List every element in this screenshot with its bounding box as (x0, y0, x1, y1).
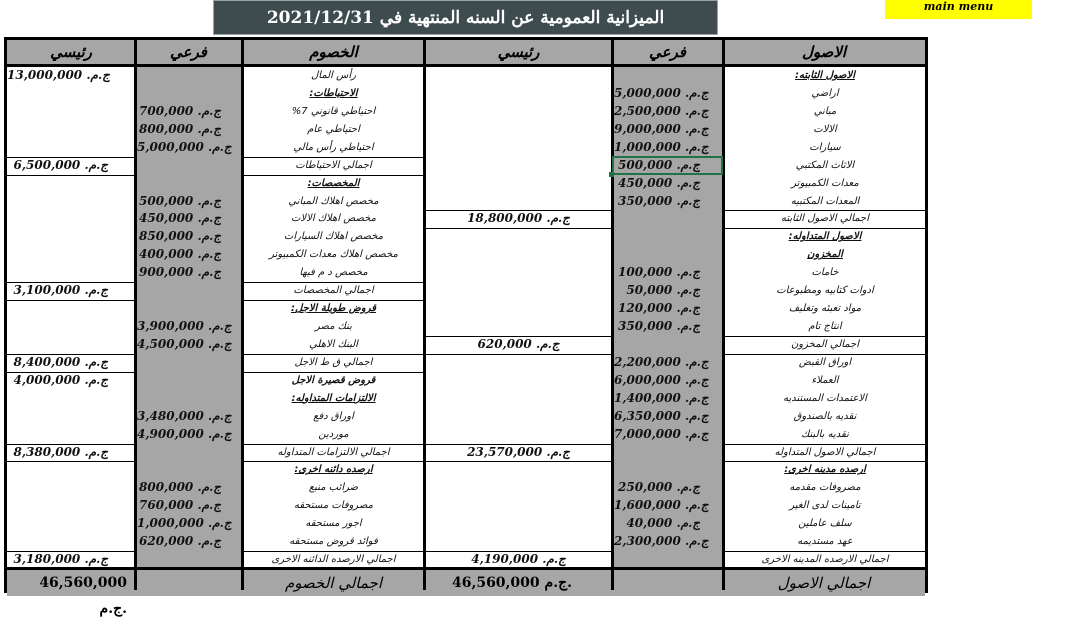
grand-total-number: 46,560,000 ج.م. (39, 575, 127, 617)
assets-sub-amount[interactable]: 1,400,000 .ج.م (614, 390, 709, 405)
row-divider (426, 461, 611, 462)
row-divider (7, 444, 134, 445)
assets-row-label[interactable]: خامات (811, 267, 839, 279)
column-divider (134, 40, 137, 590)
assets-sub-amount[interactable]: 500,000 .ج.م (618, 157, 700, 172)
liabilities-sub-header (135, 40, 242, 67)
assets-row-label[interactable]: الاصول المتداوله: (788, 231, 862, 243)
assets-label-header (723, 40, 925, 67)
assets-row-label[interactable]: اجمالي الاصول الثابته (781, 213, 869, 225)
assets-row-label[interactable]: الالات (813, 123, 837, 135)
assets-sub-amount[interactable]: 7,000,000 .ج.م (614, 426, 709, 441)
liabilities-label-header (242, 40, 425, 67)
liabilities-row-label[interactable]: قروض طويلة الاجل: (291, 303, 376, 315)
row-divider (725, 210, 925, 211)
liabilities-row-label[interactable]: قروض قصيرة الاجل (291, 374, 376, 386)
assets-sub-amount[interactable]: 2,200,000 .ج.م (614, 354, 709, 369)
assets-row-label[interactable]: معدات الكمبيوتر (791, 177, 859, 189)
assets-row-label[interactable]: مواد تعبئه وتغليف (788, 303, 862, 315)
row-divider (7, 282, 134, 283)
header-label: الخصوم (309, 43, 358, 61)
column-divider (423, 40, 426, 590)
column-divider (611, 40, 614, 590)
liabilities-main-header (7, 40, 135, 67)
liabilities-row-label[interactable]: اجور مستحقه (305, 518, 362, 530)
assets-sub-amount[interactable]: 6,000,000 .ج.م (614, 372, 709, 387)
assets-row-label[interactable]: اجمالي الاصول المتداوله (774, 446, 876, 458)
liabilities-row-label[interactable]: ضرائب منبع (308, 482, 359, 494)
liabilities-row-label[interactable]: فوائد قروض مستحقه (289, 536, 378, 548)
fill-handle[interactable] (609, 172, 614, 177)
assets-row-label[interactable]: عهد مستديمه (797, 536, 853, 548)
row-divider (426, 551, 611, 552)
liabilities-row-label[interactable]: الاحتياطات: (309, 87, 358, 99)
liabilities-row-label[interactable]: موردين (318, 428, 349, 440)
liabilities-row-label[interactable]: مخصص اهلاك السيارات (283, 231, 384, 243)
liabilities-sub-amount[interactable]: 500,000 .ج.م (139, 193, 221, 208)
liabilities-grand-total-value[interactable] (7, 567, 135, 617)
liabilities-sub-amount[interactable]: 700,000 .ج.م (139, 103, 221, 118)
sheet-title-banner (213, 0, 718, 35)
liabilities-row-label[interactable]: رأس المال (311, 70, 356, 81)
main-menu-label: main menu (923, 0, 994, 13)
assets-row-label[interactable]: نقديه بالبنك (801, 428, 849, 440)
liabilities-sub-amount[interactable]: 4,900,000 .ج.م (137, 426, 232, 441)
liabilities-main-amount[interactable]: 3,180,000 .ج.م (13, 552, 108, 567)
assets-row-label[interactable]: ارصده مدينه اخرى: (784, 464, 866, 476)
assets-row-label[interactable]: المعدات المكتبيه (790, 195, 860, 207)
assets-row-label[interactable]: المخزون (807, 249, 843, 261)
header-label: الاصول (801, 43, 847, 61)
header-label: رئيسي (497, 43, 540, 61)
liabilities-row-label[interactable]: بنك مصر (315, 321, 352, 333)
assets-row-label[interactable]: الاثاث المكتبي (795, 159, 855, 171)
row-divider (244, 551, 423, 552)
assets-sub-amount[interactable]: 2,300,000 .ج.م (614, 534, 709, 549)
row-divider (7, 354, 134, 355)
assets-main-amount[interactable]: 4,190,000 .ج.م (471, 552, 566, 567)
row-divider (7, 551, 134, 552)
liabilities-row-label[interactable]: مصروفات مستحقه (294, 500, 373, 512)
row-divider (426, 354, 611, 355)
liabilities-row-label[interactable]: ارصده دائنه اخرى: (294, 464, 373, 476)
assets-main-amount[interactable]: 18,800,000 .ج.م (467, 211, 570, 226)
row-divider (7, 157, 134, 158)
main-menu-button[interactable] (885, 0, 1032, 19)
liabilities-row-label[interactable]: اجمالي الاحتياطات (295, 159, 372, 171)
assets-row-label[interactable]: مباني (813, 105, 837, 117)
liabilities-row-label[interactable]: احتياطي رأس مالي (293, 141, 374, 153)
liabilities-main-amount[interactable]: 6,500,000 .ج.م (13, 157, 108, 172)
row-divider (426, 336, 611, 337)
assets-sub-amount[interactable]: 1,000,000 .ج.م (614, 139, 709, 154)
grand-total-label: اجمالي الاصول (777, 574, 871, 592)
row-divider (426, 444, 611, 445)
liabilities-sub-amount[interactable]: 5,000,000 .ج.م (137, 139, 232, 154)
assets-row-label[interactable]: سلف عاملين (798, 518, 852, 530)
liabilities-row-label[interactable]: مخصص اهلاك معدات الكمبيوتر (269, 249, 398, 261)
liabilities-main-amount[interactable]: 3,100,000 .ج.م (13, 283, 108, 298)
assets-sub-amount[interactable]: 250,000 .ج.م (618, 480, 700, 495)
liabilities-sub-amount[interactable]: 3,900,000 .ج.م (137, 319, 232, 334)
row-divider (244, 354, 423, 355)
liabilities-row-label[interactable]: اجمالي الالتزامات المتداوله (277, 446, 390, 458)
assets-row-label[interactable]: اراضي (811, 87, 839, 99)
row-divider (725, 336, 925, 337)
assets-sub-amount[interactable]: 350,000 .ج.م (618, 193, 700, 208)
assets-row-label[interactable]: انتاج تام (808, 321, 842, 333)
liabilities-row-label[interactable]: البنك الاهلي (309, 338, 358, 350)
assets-row-label[interactable]: العملاء (811, 374, 839, 386)
liabilities-sub-amount[interactable]: 900,000 .ج.م (139, 265, 221, 280)
row-divider (244, 444, 423, 445)
liabilities-sub-amount[interactable]: 3,480,000 .ج.م (137, 408, 232, 423)
liabilities-sub-amount[interactable]: 800,000 .ج.م (139, 480, 221, 495)
row-divider (426, 228, 611, 229)
row-divider (7, 461, 134, 462)
row-divider (244, 282, 423, 283)
column-divider (722, 40, 725, 590)
balance-sheet-table (4, 37, 928, 617)
assets-row-label[interactable]: اجمالي الارصده المدينه الاخرى (761, 554, 889, 566)
assets-row-label[interactable]: ادوات كتابيه ومطبوعات (776, 285, 874, 297)
liabilities-sub-amount[interactable]: 450,000 .ج.م (139, 211, 221, 226)
liabilities-row-label[interactable]: اجمالي المخصصات (293, 285, 374, 297)
assets-sub-header (612, 40, 723, 67)
liabilities-row-label[interactable]: احتياطي عام (307, 123, 360, 135)
assets-main-amount[interactable]: 23,570,000 .ج.م (467, 444, 570, 459)
row-divider (7, 175, 134, 176)
liabilities-sub-amount[interactable]: 4,500,000 .ج.م (137, 336, 232, 351)
assets-grand-total-sub[interactable] (612, 567, 723, 596)
liabilities-row-label[interactable]: مخصص د م فيها (299, 267, 368, 279)
liabilities-row-label[interactable]: اجمالي الارصده الدائنه الاخرى (271, 554, 396, 566)
assets-sub-amount[interactable]: 350,000 .ج.م (618, 319, 700, 334)
liabilities-sub-amount[interactable]: 850,000 .ج.م (139, 229, 221, 244)
liabilities-row-label[interactable]: اوراق دفع (313, 410, 354, 422)
assets-sub-amount[interactable]: 450,000 .ج.م (618, 175, 700, 190)
assets-row-label[interactable]: سيارات (809, 141, 841, 153)
liabilities-row-label[interactable]: مخصص اهلاك الالات (291, 213, 376, 225)
liabilities-sub-amount[interactable]: 620,000 .ج.م (139, 534, 221, 549)
liabilities-main-amount[interactable]: 4,000,000 .ج.م (13, 372, 108, 387)
assets-sub-amount[interactable]: 9,000,000 .ج.م (614, 121, 709, 136)
row-divider (7, 300, 134, 301)
liabilities-main-amount[interactable]: 8,400,000 .ج.م (13, 354, 108, 369)
assets-row-label[interactable]: تامينات لدى الغير (789, 500, 861, 512)
liabilities-grand-total-label[interactable] (242, 567, 425, 596)
header-label: رئيسي (50, 43, 92, 61)
assets-sub-amount[interactable]: 6,350,000 .ج.م (614, 408, 709, 423)
balance-sheet-title: الميزانية العمومية عن السنه المنتهية في 2021/12/31 (266, 7, 665, 28)
assets-row-label[interactable]: اجمالي المخزون (790, 338, 860, 350)
header-label: فرعي (170, 43, 207, 61)
grand-total-number: 46,560,000 ج.م. (451, 575, 572, 591)
assets-sub-amount[interactable]: 50,000 .ج.م (626, 283, 700, 298)
assets-sub-amount[interactable]: 100,000 .ج.م (618, 265, 700, 280)
assets-sub-amount[interactable]: 40,000 .ج.م (626, 516, 700, 531)
assets-sub-amount[interactable]: 2,500,000 .ج.م (614, 103, 709, 118)
grand-total-label: اجمالي الخصوم (285, 574, 382, 592)
assets-row-label[interactable]: نقديه بالصندوق (793, 410, 857, 422)
liabilities-row-label[interactable]: احتياطي قانوني 7% (291, 105, 376, 117)
assets-sub-amount[interactable]: 5,000,000 .ج.م (614, 85, 709, 100)
row-divider (725, 551, 925, 552)
liabilities-row-label[interactable]: اجمالي ق ط الاجل (294, 356, 373, 368)
header-label: فرعي (649, 43, 686, 61)
liabilities-row-label[interactable]: المخصصات: (307, 177, 360, 189)
active-cell-selection[interactable] (612, 156, 723, 175)
liabilities-main-amount[interactable]: 13,000,000 .ج.م (7, 68, 110, 82)
column-divider (241, 40, 244, 590)
liabilities-sub-amount[interactable]: 1,000,000 .ج.م (137, 516, 232, 531)
row-divider (725, 444, 925, 445)
assets-grand-total-label[interactable] (723, 567, 925, 596)
assets-sub-amount[interactable]: 1,600,000 .ج.م (614, 498, 709, 513)
liabilities-grand-total-sub[interactable] (135, 567, 242, 596)
liabilities-row-label[interactable]: الالتزامات المتداوله: (291, 392, 376, 404)
assets-row-label[interactable]: اوراق القبض (798, 356, 852, 368)
assets-grand-total-value[interactable] (425, 567, 612, 596)
assets-row-label[interactable]: الاصول الثابته: (795, 70, 855, 81)
assets-sub-amount[interactable]: 120,000 .ج.م (618, 301, 700, 316)
liabilities-sub-amount[interactable]: 400,000 .ج.م (139, 247, 221, 262)
liabilities-row-label[interactable]: مخصص اهلاك المباني (288, 195, 379, 207)
row-divider (426, 210, 611, 211)
assets-main-amount[interactable]: 620,000 .ج.م (477, 336, 560, 351)
assets-row-label[interactable]: الاعتمدات المستنديه (783, 392, 867, 404)
assets-main-header (425, 40, 612, 67)
liabilities-sub-amount[interactable]: 760,000 .ج.م (139, 498, 221, 513)
liabilities-sub-amount[interactable]: 800,000 .ج.م (139, 121, 221, 136)
liabilities-main-amount[interactable]: 8,380,000 .ج.م (13, 444, 108, 459)
row-divider (244, 157, 423, 158)
assets-row-label[interactable]: مصروفات مقدمه (789, 482, 861, 494)
